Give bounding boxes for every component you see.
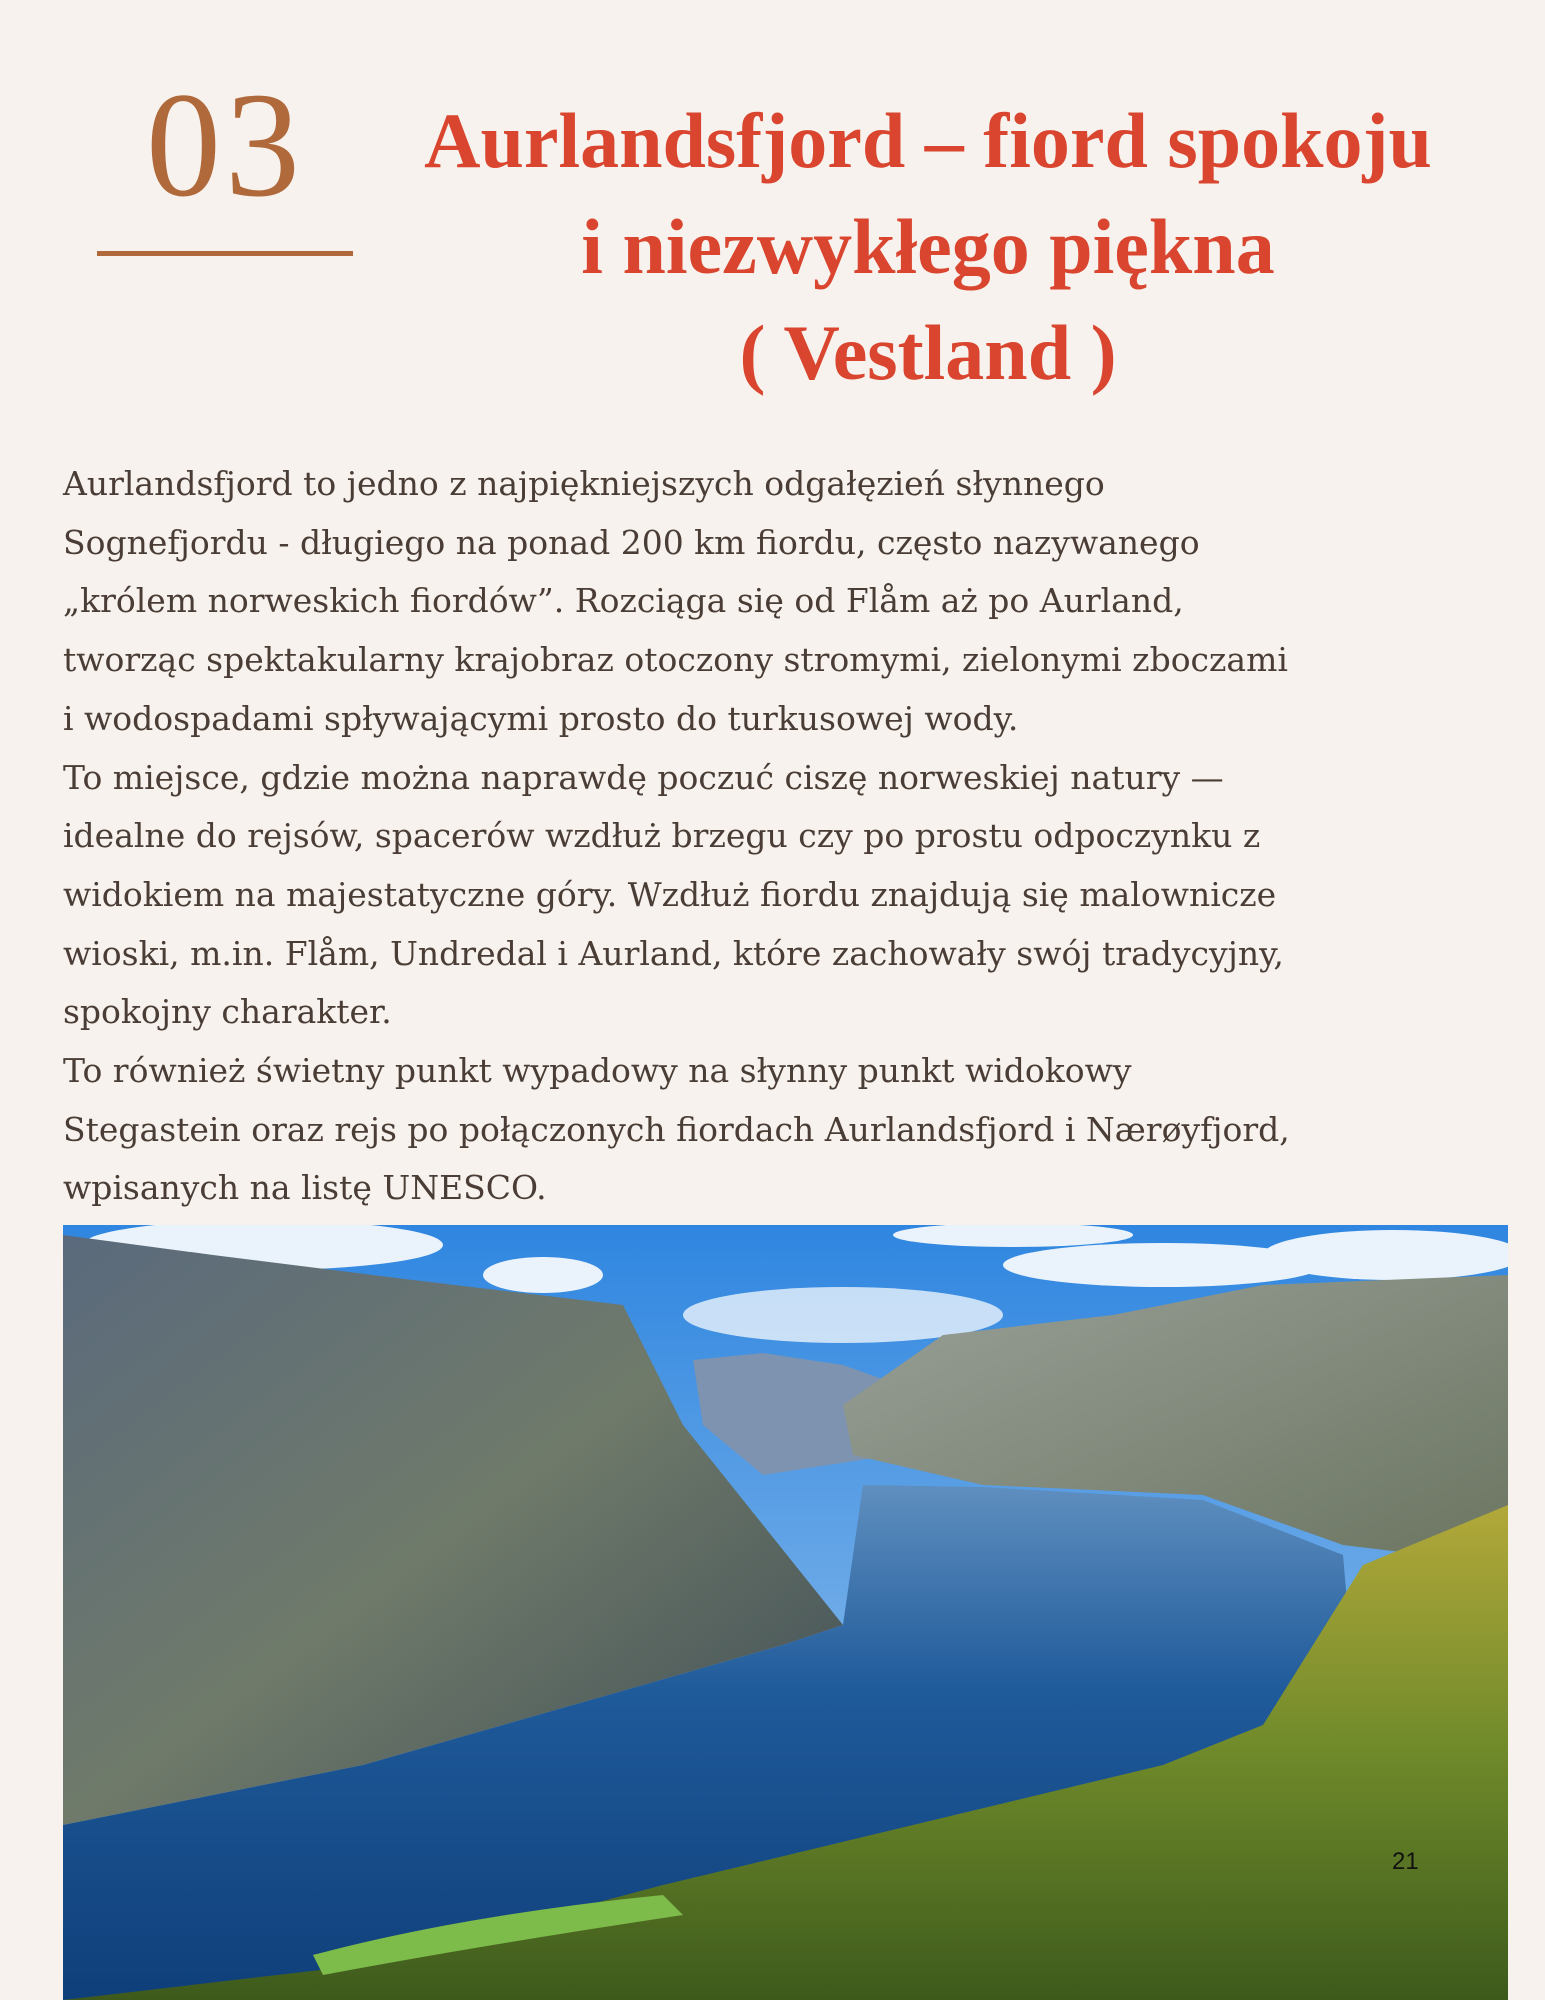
body-line: Sognefjordu - długiego na ponad 200 km fiordu, często nazywanego: [63, 522, 1200, 562]
body-line: i wodospadami spływającymi prosto do turkusowej wody.: [63, 698, 1019, 738]
body-line: To również świetny punkt wypadowy na słynny punkt widokowy: [63, 1051, 1132, 1091]
body-line: Stegastein oraz rejs po połączonych fiordach Aurlandsfjord i Nærøyfjord,: [63, 1109, 1290, 1149]
body-line: idealne do rejsów, spacerów wzdłuż brzegu czy po prostu odpoczynku z: [63, 816, 1261, 856]
body-line: Aurlandsfjord to jedno z najpiękniejszych odgałęzień słynnego: [63, 464, 1105, 503]
body-line: spokojny charakter.: [63, 992, 392, 1032]
title-line: ( Vestland ): [739, 309, 1117, 396]
body-line: wioski, m.in. Flåm, Undredal i Aurland, które zachowały swój tradycyjny,: [63, 933, 1284, 973]
fjord-photo: [63, 1225, 1508, 2000]
body-line: To miejsce, gdzie można naprawdę poczuć ciszę norweskiej natury —: [63, 757, 1224, 797]
body-line: wpisanych na listę UNESCO.: [63, 1168, 547, 1208]
page-number: 21: [1392, 1848, 1419, 1875]
page-title: [400, 88, 1456, 406]
title-line: Aurlandsfjord – fiord spokoju: [424, 97, 1432, 184]
body-line: tworząc spektakularny krajobraz otoczony stromymi, zielonymi zboczami: [63, 640, 1288, 680]
title-line: i niezwykłego piękna: [581, 203, 1275, 290]
body-line: widokiem na majestatyczne góry. Wzdłuż fiordu znajdują się malownicze: [63, 874, 1277, 914]
section-divider: [97, 251, 353, 256]
body-line: „królem norweskich fiordów”. Rozciąga się od Flåm aż po Aurland,: [63, 581, 1184, 621]
section-number: 03: [146, 62, 304, 228]
body-text: [63, 455, 1290, 1218]
